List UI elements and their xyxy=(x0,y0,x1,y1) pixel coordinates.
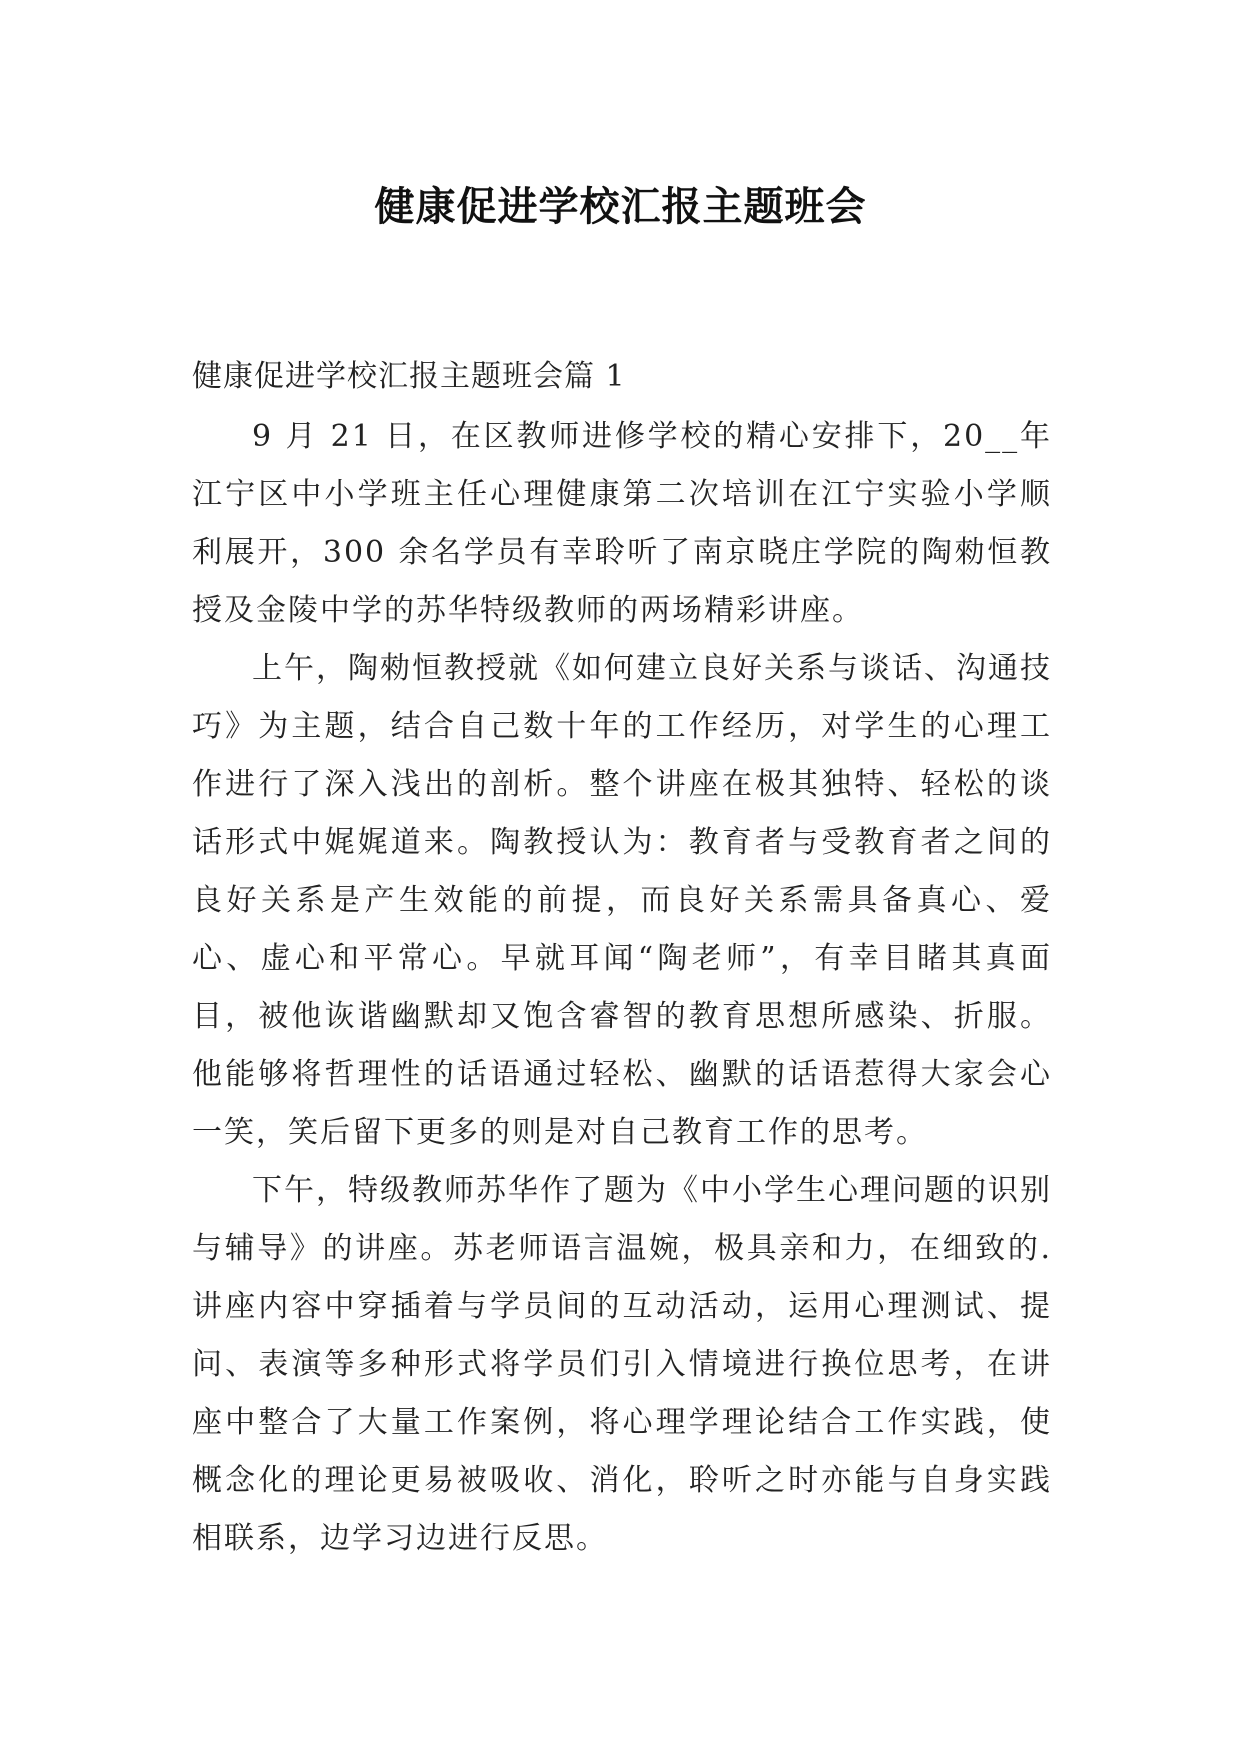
paragraph-1: 9 月 21 日，在区教师进修学校的精心安排下，20__年江宁区中小学班主任心理健康第二次培训在江宁实验小学顺利展开，300 余名学员有幸聆听了南京晓庄学院的陶勑恒教授及金陵中学的苏华特级教师的两场精彩讲座。 xyxy=(192,419,1052,628)
section-heading: 健康促进学校汇报主题班会篇 1 xyxy=(192,359,626,394)
document-body xyxy=(192,348,1052,1568)
paragraph-2: 上午，陶勑恒教授就《如何建立良好关系与谈话、沟通技巧》为主题，结合自己数十年的工作经历，对学生的心理工作进行了深入浅出的剖析。整个讲座在极其独特、轻松的谈话形式中娓娓道来。陶教授认为：教育者与受教育者之间的良好关系是产生效能的前提，而良好关系需具备真心、爱心、虚心和平常心。早就耳闻“陶老师”，有幸目睹其真面目，被他诙谐幽默却又饱含睿智的教育思想所感染、折服。他能够将哲理性的话语通过轻松、幽默的话语惹得大家会心一笑，笑后留下更多的则是对自己教育工作的思考。 xyxy=(192,651,1052,1150)
document-title: 健康促进学校汇报主题班会 xyxy=(374,182,867,230)
paragraph-3: 下午，特级教师苏华作了题为《中小学生心理问题的识别与辅导》的讲座。苏老师语言温婉，极具亲和力，在细致的.讲座内容中穿插着与学员间的互动活动，运用心理测试、提问、表演等多种形式将学员们引入情境进行换位思考，在讲座中整合了大量工作案例，将心理学理论结合工作实践，使概念化的理论更易被吸收、消化，聆听之时亦能与自身实践相联系，边学习边进行反思。 xyxy=(192,1173,1052,1556)
